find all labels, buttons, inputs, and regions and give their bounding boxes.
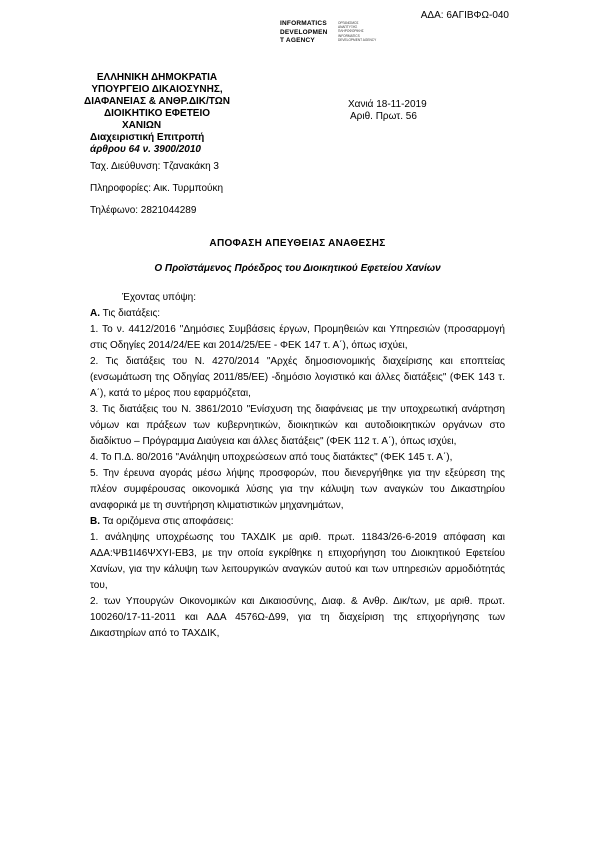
ada-number: ΑΔΑ: 6ΑΓΙΒΦΩ-040	[420, 10, 509, 21]
section-b-label: Β.	[90, 516, 100, 527]
document-subtitle: Ο Προϊστάμενος Πρόεδρος του Διοικητικού Εφετείου Χανίων	[154, 263, 441, 274]
paragraph: 5. Την έρευνα αγοράς μέσω λήψης προσφορών, που διενεργήθηκε για την εξεύρεση της πλέον συμφέρουσας οικονομικά λύσης για την κάλυψη των αναγκών του Δικαστηρίου αναφορικά με τη συντήρηση κλιματιστικών μηχανημάτων,	[90, 468, 505, 511]
section-a	[90, 306, 505, 322]
logo-line: T AGENCY	[280, 37, 315, 44]
header-line: ΔΙΟΙΚΗΤΙΚΟ ΕΦΕΤΕΙΟ	[103, 108, 211, 119]
logo-small-text: ΟΡΓΑΝΙΣΜΟΣ ΑΝΑΠΤΥΞΗΣ ΠΛΗΡΟΦΟΡΙΚΗΣ INFORMATICS DEVELOPMENT AGENCY	[338, 21, 377, 42]
phone: Τηλέφωνο: 2821044289	[90, 205, 197, 216]
section-b-text: Τα οριζόμενα στις αποφάσεις:	[100, 516, 234, 527]
place-date: Χανιά 18-11-2019	[348, 99, 427, 110]
section-a-text: Τις διατάξεις:	[100, 308, 161, 319]
issuer-header	[62, 72, 252, 156]
date-block	[348, 99, 427, 123]
paragraph: 2. Τις διατάξεις του Ν. 4270/2014 "Αρχές δημοσιονομικής διαχείρισης και εποπτείας (ενσωμάτωση της Οδηγίας 2011/85/ΕΕ) -δημόσιο λογιστικό και άλλες διατάξεις" (ΦΕΚ 143 τ. Α΄), κατά το μέρος που εφαρμόζεται,	[90, 356, 505, 399]
paragraph: 3. Τις διατάξεις του Ν. 3861/2010 "Ενίσχυση της διαφάνειας με την υποχρεωτική ανάρτηση νόμων και πράξεων των κυβερνητικών, διοικητικών και αυτοδιοικητικών οργάνων στο διαδίκτυο – Πρόγραμμα Διαύγεια και άλλες διατάξεις" (ΦΕΚ 112 τ. Α΄), όπως ισχύει,	[90, 404, 505, 447]
paragraph: 4. Το Π.Δ. 80/2016 "Ανάληψη υποχρεώσεων από τους διατάκτες" (ΦΕΚ 145 τ. Α΄),	[90, 452, 453, 463]
header-line: ΧΑΝΙΩΝ	[122, 120, 162, 131]
having-line: Έχοντας υπόψη:	[122, 292, 196, 303]
header-line: ΥΠΟΥΡΓΕΙΟ ΔΙΚΑΙΟΣΥΝΗΣ,	[91, 84, 223, 95]
paragraph: 1. ανάληψης υποχρέωσης του ΤΑΧΔΙΚ με αριθ. πρωτ. 11843/26-6-2019 απόφαση και ΑΔΑ:ΨΒ1Ι46ΨΧΥΙ-ΕΒ3, με την οποία εγκρίθηκε η επιχορήγηση του Διοικητικού Εφετείου Χανίων, για την κάλυψη των λειτουργικών αναγκών αυτού και των υπηρεσιών αρμοδιότητάς του,	[90, 532, 505, 591]
logo-line: INFORMATICS	[280, 20, 327, 27]
logo-text	[280, 20, 328, 46]
info-person: Πληροφορίες: Αικ. Τυρμπούκη	[90, 183, 224, 194]
address: Ταχ. Διεύθυνση: Τζανακάκη 3	[90, 161, 219, 172]
section-a-label: Α.	[90, 308, 100, 319]
logo-line: DEVELOPMEN	[280, 28, 328, 36]
protocol-number: Αριθ. Πρωτ. 56	[350, 111, 417, 122]
header-line: ΕΛΛΗΝΙΚΗ ΔΗΜΟΚΡΑΤΙΑ	[96, 72, 218, 83]
paragraph: 1. Το ν. 4412/2016 "Δημόσιες Συμβάσεις έργων, Προμηθειών και Υπηρεσιών (προσαρμογή στις Οδηγίες 2014/24/ΕΕ και 2014/25/ΕΕ - ΦΕΚ 147 τ. Α΄), όπως ισχύει,	[90, 324, 505, 351]
section-b	[90, 514, 505, 530]
header-line: άρθρου 64 ν. 3900/2010	[90, 144, 201, 155]
document-title: ΑΠΟΦΑΣΗ ΑΠΕΥΘΕΙΑΣ ΑΝΑΘΕΣΗΣ	[209, 238, 386, 249]
header-line: Διαχειριστική Επιτροπή	[90, 132, 205, 143]
document-body	[90, 290, 505, 642]
paragraph: 2. των Υπουργών Οικονομικών και Δικαιοσύνης, Διαφ. & Ανθρ. Δικ/των, με αριθ. πρωτ. 100260/17-11-2011 και ΑΔΑ 4576Ω-Δ99, για τη διαχείριση της επιχορήγησης των Δικαστηρίων από το ΤΑΧΔΙΚ,	[90, 596, 505, 639]
header-line: ΔΙΑΦΑΝΕΙΑΣ & ΑΝΘΡ.ΔΙΚ/ΤΩΝ	[84, 96, 230, 107]
